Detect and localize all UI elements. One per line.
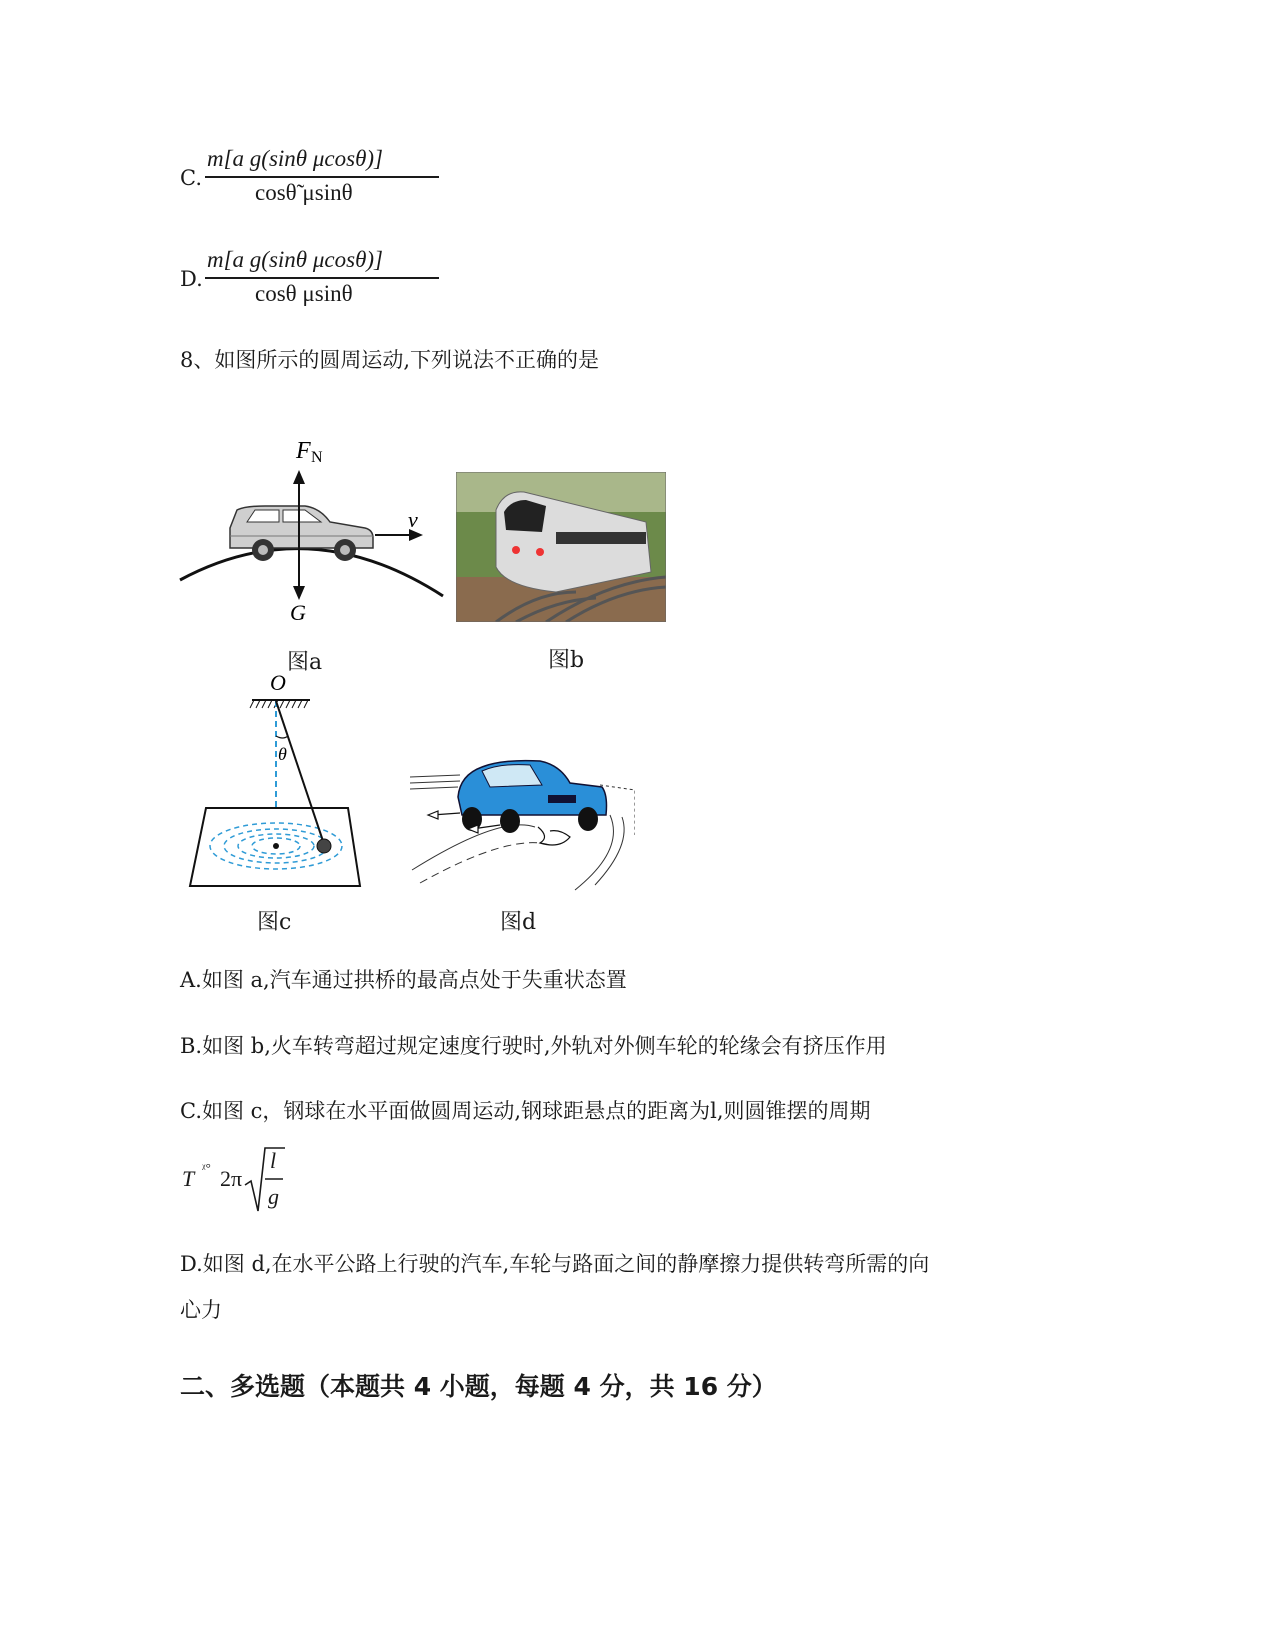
choice-d-line2: 心力 [180, 1298, 222, 1322]
figure-c-caption: 图c [257, 910, 292, 935]
bridge-arch [180, 549, 443, 596]
formula-numerator: l [270, 1148, 277, 1173]
figure-a-caption: 图a [287, 650, 323, 675]
option-c-label: C. [180, 166, 202, 190]
option-c-fraction-bar [205, 176, 439, 178]
figure-a-diagram [175, 430, 455, 630]
angle-label: θ [278, 744, 287, 764]
force-up-label: F [296, 438, 311, 464]
formula-t: T [182, 1166, 195, 1191]
figure-b-caption: 图b [548, 648, 585, 673]
option-c-denominator: cosθ̃ μsinθ [255, 180, 353, 205]
formula-2pi: 2π [220, 1166, 243, 1191]
figure-d-caption: 图d [500, 910, 537, 935]
formula-eq-glyph: ᵡ° [202, 1160, 211, 1175]
option-c-numerator: m[a g(sinθ μcosθ)] [207, 146, 383, 171]
choice-b: B.如图 b,火车转弯超过规定速度行驶时,外轨对外侧车轮的轮缘会有挤压作用 [180, 1034, 887, 1058]
option-d-fraction-bar [205, 277, 439, 279]
figure-d-diagram [410, 745, 635, 895]
section-2-heading: 二、多选题（本题共 4 小题，每题 4 分，共 16 分） [180, 1372, 777, 1401]
figure-c-diagram [188, 668, 363, 888]
formula-denominator: g [268, 1184, 279, 1209]
option-d-numerator: m[a g(sinθ μcosθ)] [207, 247, 383, 272]
option-d-label: D. [180, 267, 203, 291]
choice-a: A.如图 a,汽车通过拱桥的最高点处于失重状态置 [180, 968, 627, 992]
pivot-label: O [270, 670, 286, 695]
velocity-label: v [408, 507, 418, 532]
steel-ball [317, 839, 331, 853]
choice-c: C.如图 c，钢球在水平面做圆周运动,钢球距悬点的距离为l,则圆锥摆的周期 [180, 1099, 871, 1123]
question-8-stem: 8、如图所示的圆周运动,下列说法不正确的是 [180, 348, 600, 372]
figure-b-train-image [456, 472, 666, 622]
gravity-label: G [290, 600, 306, 625]
force-up-sub: N [311, 449, 323, 466]
blue-car-icon [458, 761, 607, 833]
choice-d-line1: D.如图 d,在水平公路上行驶的汽车,车轮与路面之间的静摩擦力提供转弯所需的向 [180, 1252, 930, 1276]
option-d-denominator: cosθ μsinθ [255, 281, 353, 306]
